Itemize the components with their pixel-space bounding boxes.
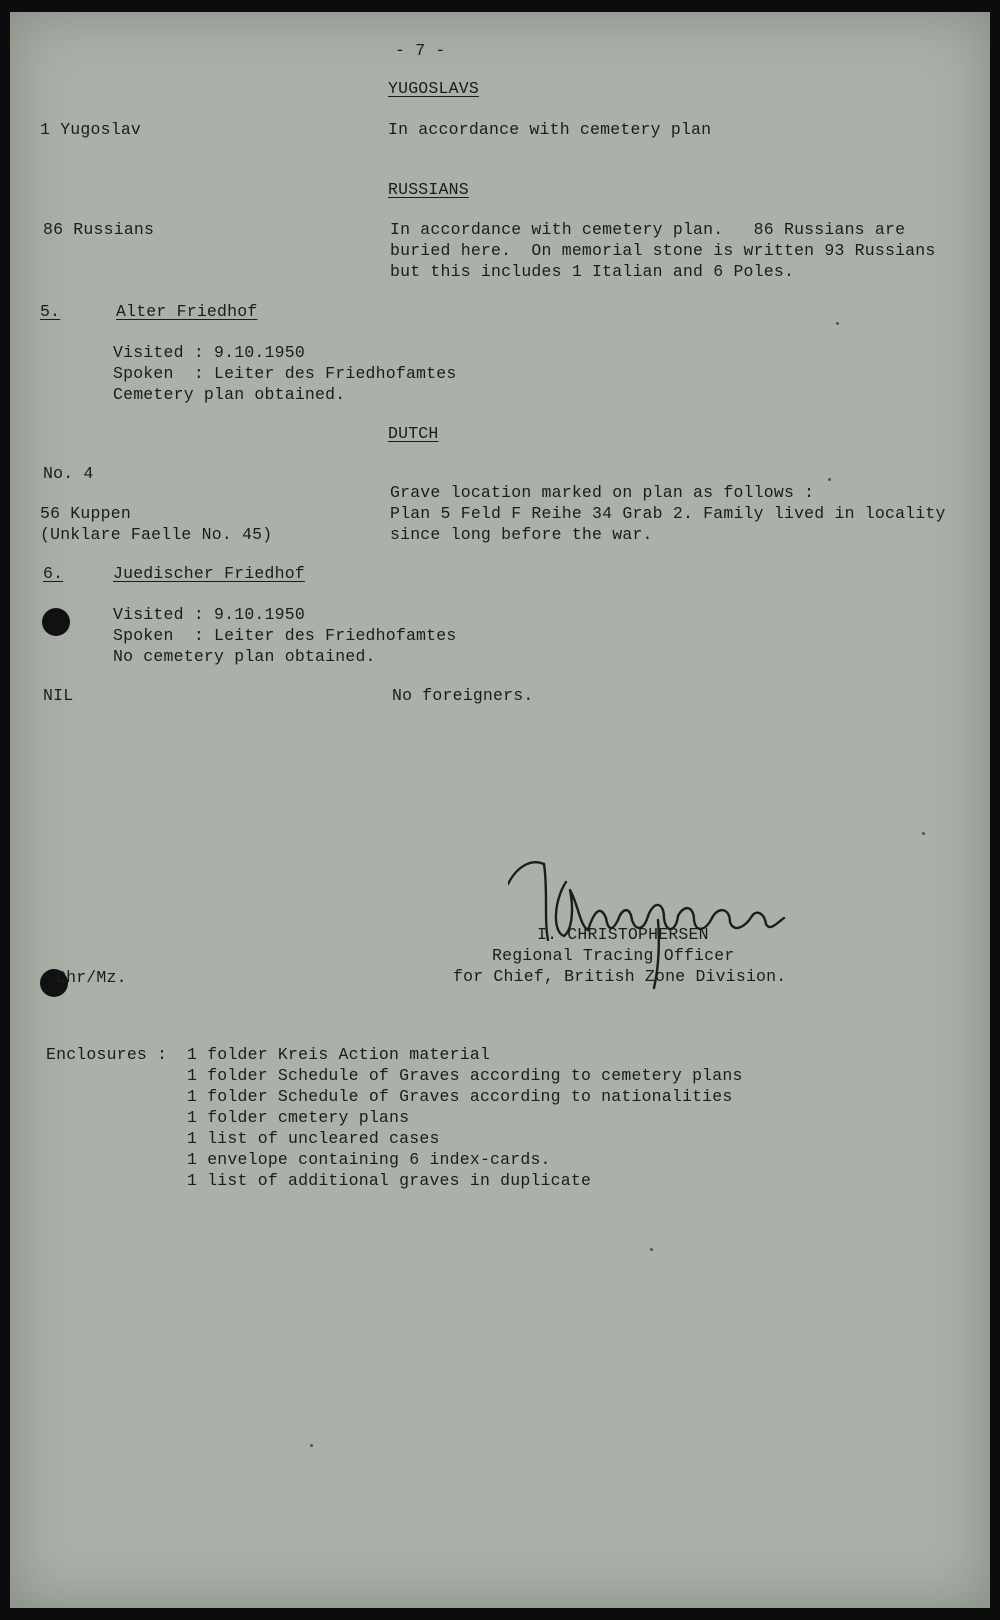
paper-speck [922, 832, 925, 835]
page-number: - 7 - [395, 41, 446, 60]
dutch-note-line: Plan 5 Feld F Reihe 34 Grab 2. Family lived in locality [390, 504, 946, 523]
section-5-title: Alter Friedhof [116, 302, 258, 321]
enclosure-item: 1 list of additional graves in duplicate [187, 1171, 592, 1190]
enclosure-item: 1 folder Schedule of Graves according to cemetery plans [187, 1066, 743, 1085]
section-6-title: Juedischer Friedhof [113, 564, 305, 583]
enclosure-item: 1 folder cmetery plans [187, 1108, 410, 1127]
paper-speck [836, 322, 839, 325]
yugoslav-count: 1 Yugoslav [40, 120, 142, 139]
enclosures-label: Enclosures : [46, 1045, 168, 1064]
enclosure-item: 1 list of uncleared cases [187, 1129, 440, 1148]
enclosure-item: 1 folder Schedule of Graves according to nationalities [187, 1087, 733, 1106]
section-6-number: 6. [43, 564, 64, 583]
paper-speck [828, 478, 831, 481]
dutch-name: 56 Kuppen [40, 504, 131, 523]
dutch-no: No. 4 [43, 464, 94, 483]
russian-note-line: In accordance with cemetery plan. 86 Russians are [390, 220, 906, 239]
section-6-plan: No cemetery plan obtained. [113, 647, 376, 666]
heading-russians: RUSSIANS [388, 180, 469, 199]
punch-hole [42, 608, 70, 636]
section-6-note: No foreigners. [392, 686, 534, 705]
section-6-nil: NIL [43, 686, 74, 705]
heading-yugoslavs: YUGOSLAVS [388, 79, 479, 98]
signatory-title: Regional Tracing Officer [492, 946, 735, 965]
section-6-spoken: Spoken : Leiter des Friedhofamtes [113, 626, 457, 645]
signatory-name: I. CHRISTOPHERSEN [537, 925, 709, 944]
dutch-ref: (Unklare Faelle No. 45) [40, 525, 273, 544]
section-6-visited: Visited : 9.10.1950 [113, 605, 305, 624]
enclosure-item: 1 envelope containing 6 index-cards. [187, 1150, 551, 1169]
dutch-note-line: since long before the war. [390, 525, 653, 544]
dutch-note-line: Grave location marked on plan as follows : [390, 483, 815, 502]
section-5-visited: Visited : 9.10.1950 [113, 343, 305, 362]
document-page [10, 12, 990, 1608]
reference-initials: Chr/Mz. [56, 968, 127, 987]
russian-note-line: buried here. On memorial stone is written 93 Russians [390, 241, 936, 260]
russian-count: 86 Russians [43, 220, 155, 239]
russian-note-line: but this includes 1 Italian and 6 Poles. [390, 262, 795, 281]
heading-dutch: DUTCH [388, 424, 439, 443]
section-5-number: 5. [40, 302, 61, 321]
section-5-spoken: Spoken : Leiter des Friedhofamtes [113, 364, 457, 383]
enclosure-item: 1 folder Kreis Action material [187, 1045, 491, 1064]
section-5-plan: Cemetery plan obtained. [113, 385, 346, 404]
signatory-for: for Chief, British Zone Division. [453, 967, 787, 986]
paper-speck [650, 1248, 653, 1251]
yugoslav-note: In accordance with cemetery plan [388, 120, 712, 139]
paper-speck [310, 1444, 313, 1447]
